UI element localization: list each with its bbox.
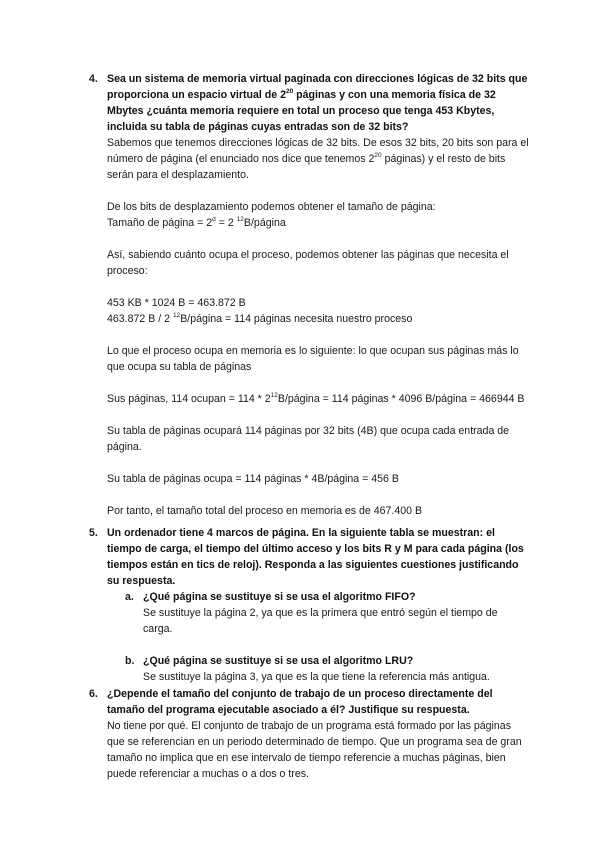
answer-4-process-size-calc: 453 KB * 1024 B = 463.872 B xyxy=(107,297,246,309)
question-6-statement: ¿Depende el tamaño del conjunto de trabajo de un proceso directamente del tamaño del programa ejecutable asociado a él? Justifique su respuesta. xyxy=(107,688,493,716)
answer-4-paragraph-4: Así, sabiendo cuánto ocupa el proceso, podemos obtener las páginas que necesita el proceso: xyxy=(107,249,509,277)
question-4-statement: Sea un sistema de memoria virtual paginada con direcciones lógicas de 32 bits que proporciona un espacio virtual de $2^{20}$ páginas y con una memoria física de 32 Mbytes ¿cuánta memoria requiere en total un proceso que tenga 453 Kbytes, incluida su tabla de páginas cuyas entradas son de 32 bits? xyxy=(107,73,528,133)
question-4-number: 4. xyxy=(89,73,98,85)
answer-4-table-size-calc: Su tabla de páginas ocupa = 114 páginas * 4B/página = 456 B xyxy=(107,473,399,485)
question-5a-statement: ¿Qué página se sustituye si se usa el algoritmo FIFO? xyxy=(143,591,416,603)
question-5b xyxy=(125,653,529,685)
answer-4-paragraph-9: Su tabla de páginas ocupará 114 páginas por 32 bits (4B) que ocupa cada entrada de página. xyxy=(107,425,510,453)
question-5a-letter: a. xyxy=(125,591,134,603)
question-5a xyxy=(125,589,529,637)
question-5b-letter: b. xyxy=(125,655,135,667)
question-5b-statement: ¿Qué página se sustituye si se usa el algoritmo LRU? xyxy=(143,655,414,667)
answer-5a: Se sustituye la página 2, ya que es la primera que entró según el tiempo de carga. xyxy=(143,607,498,635)
question-5-number: 5. xyxy=(89,527,98,539)
answer-4-paragraph-7: Lo que el proceso ocupa en memoria es lo siguiente: lo que ocupan sus páginas más lo que ocupa su tabla de páginas xyxy=(107,345,519,373)
answer-6: No tiene por qué. El conjunto de trabajo de un programa está formado por las páginas que se referencian en un periodo determinado de tiempo. Que un programa sea de gran tamaño no implica que en ese intervalo de tiempo referencie a muchas páginas, bien puede referenciar a muchas o a dos o tres. xyxy=(107,720,522,780)
answer-4-paragraph-1: Sabemos que tenemos direcciones lógicas de 32 bits. De esos 32 bits, 20 bits son para el número de página (el enunciado nos dice que tenemos $2^{20}$ páginas) y el resto de bits serán para el desplazamiento. xyxy=(107,137,529,181)
question-6 xyxy=(89,686,529,782)
question-4 xyxy=(89,71,529,519)
answer-5b: Se sustituye la página 3, ya que es la que tiene la referencia más antigua. xyxy=(143,671,490,683)
answer-4-pages-calc: 463.872 B / 2 $^{12}$B/página = 114 páginas necesita nuestro proceso xyxy=(107,312,413,325)
answer-4-conclusion: Por tanto, el tamaño total del proceso en memoria es de 467.400 B xyxy=(107,505,423,517)
answer-4-pages-size-calc: Sus páginas, 114 ocupan = $114 * 2^{12}B$/página = 114 páginas * 4096 B/página = 466944 B xyxy=(107,392,525,405)
question-5-statement: Un ordenador tiene 4 marcos de página. En la siguiente tabla se muestran: el tiempo de carga, el tiempo del último acceso y los bits R y M para cada página (los tiempos están en tics de reloj). Responda a las siguientes cuestiones justificando su respuesta. xyxy=(107,527,524,587)
question-5 xyxy=(89,525,529,685)
question-6-number: 6. xyxy=(89,688,98,700)
answer-4-paragraph-2: De los bits de desplazamiento podemos obtener el tamaño de página: xyxy=(107,201,436,213)
answer-4-page-size-formula: Tamaño de página = $2^d = 2$ $^{12}$B/página xyxy=(107,216,286,229)
